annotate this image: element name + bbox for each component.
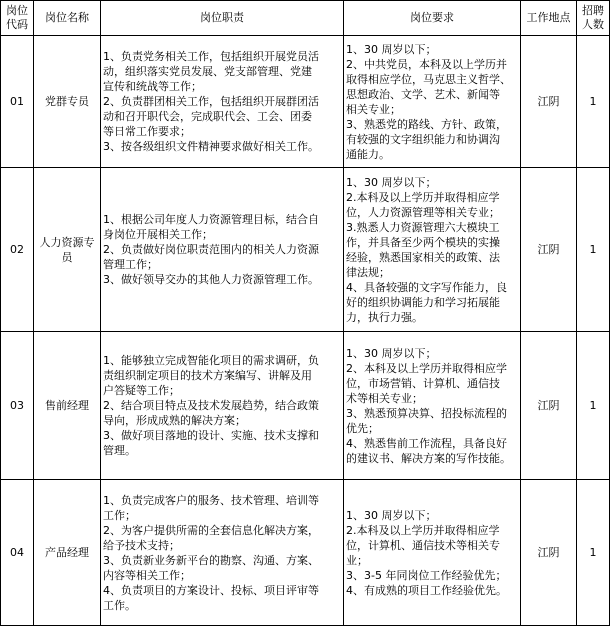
position-location: 江阴 [521,332,577,480]
position-count: 1 [577,168,610,332]
requirement-line: 3、熟悉预算决算、招投标流程的 [346,406,507,420]
requirement-line: 1、30 周岁以下； [346,346,437,360]
position-duties [101,36,344,168]
requirement-line: 术等相关专业； [346,391,423,405]
duty-line: 2、负责群团相关工作，包括组织开展群团活 [103,95,319,108]
duty-line: 身岗位开展相关工作； [103,228,213,241]
header-duties: 岗位职责 [101,1,344,36]
requirement-line: 4、有成熟的项目工作经验优先。 [346,583,507,597]
requirement-line: 1、30 周岁以下； [346,508,437,522]
requirement-line: 优先； [346,421,379,435]
table-row [1,480,610,626]
position-count: 1 [577,332,610,480]
requirement-line: 3、熟悉党的路线、方针、政策， [346,117,507,131]
header-row [1,1,610,36]
position-name: 售前经理 [34,332,101,480]
duty-line: 动和召开职代会，完成职代会、工会、团委 [103,110,312,123]
position-duties [101,480,344,626]
position-requirements [344,36,521,168]
header-count: 招聘人数 [577,1,610,36]
position-duties [101,332,344,480]
position-name: 人力资源专员 [34,168,101,332]
duty-line: 管理。 [103,444,136,457]
requirement-line: 业； [346,553,368,567]
duty-line: 等日常工作要求； [103,125,191,138]
position-code: 03 [1,332,34,480]
duty-line: 4、负责项目的方案设计、投标、项目评审等 [103,583,319,597]
duty-line: 内容等相关工作； [103,568,191,582]
requirement-line: 的建议书、解决方案的写作技能。 [346,451,511,465]
requirement-line: 思想政治、文学、艺术、新闻等 [346,87,500,101]
position-name: 产品经理 [34,480,101,626]
requirement-line: 4、熟悉售前工作流程，具备良好 [346,436,507,450]
requirement-line: 4、具备较强的文字写作能力，良 [346,280,507,294]
table-row [1,36,610,168]
requirement-line: 律法规； [346,265,390,279]
position-code: 04 [1,480,34,626]
requirement-line: 2.本科及以上学历并取得相应学 [346,523,500,537]
requirement-line: 好的组织协调能力和学习拓展能 [346,295,500,309]
position-code: 01 [1,36,34,168]
duty-line: 3、按各级组织文件精神要求做好相关工作。 [103,140,319,153]
duty-line: 2、为客户提供所需的全套信息化解决方案， [103,523,319,537]
duty-line: 2、负责做好岗位职责范围内的相关人力资源 [103,243,319,256]
header-name: 岗位名称 [34,1,101,36]
duty-line: 导向，形成成熟的解决方案； [103,414,246,427]
duty-line: 2、结合项目特点及技术发展趋势，结合政策 [103,399,319,412]
position-count: 1 [577,36,610,168]
duty-line: 1、能够独立完成智能化项目的需求调研，负 [103,354,319,367]
position-code: 02 [1,168,34,332]
table-row [1,332,610,480]
duty-line: 管理工作； [103,258,158,271]
requirement-line: 2、中共党员，本科及以上学历并 [346,57,507,71]
duty-line: 工作。 [103,598,136,612]
position-location: 江阴 [521,168,577,332]
requirement-line: 相关专业； [346,102,401,116]
requirement-line: 3、3-5 年同岗位工作经验优先； [346,568,507,582]
position-requirements [344,480,521,626]
duty-line: 1、根据公司年度人力资源管理目标，结合自 [103,213,319,226]
position-count: 1 [577,480,610,626]
duty-line: 3、负责新业务新平台的勘察、沟通、方案、 [103,553,319,567]
table-row [1,168,610,332]
position-name: 党群专员 [34,36,101,168]
requirement-line: 经验，熟悉国家相关的政策、法 [346,250,500,264]
position-location: 江阴 [521,480,577,626]
duty-line: 宣传和统战等工作； [103,80,202,93]
position-location: 江阴 [521,36,577,168]
duty-line: 责组织制定项目的技术方案编写、讲解及用 [103,369,312,382]
header-code: 岗位代码 [1,1,34,36]
requirement-line: 1、30 周岁以下； [346,175,437,189]
position-requirements [344,332,521,480]
requirement-line: 1、30 周岁以下； [346,42,437,56]
requirement-line: 位，市场营销、计算机、通信技 [346,376,500,390]
requirement-line: 3.熟悉人力资源管理六大模块工 [346,220,500,234]
position-requirements [344,168,521,332]
header-requirements: 岗位要求 [344,1,521,36]
duty-line: 1、负责党务相关工作，包括组织开展党员活 [103,50,319,63]
position-duties [101,168,344,332]
requirement-line: 有较强的文字组织能力和协调沟 [346,132,500,146]
duty-line: 3、做好项目落地的设计、实施、技术支撑和 [103,429,319,442]
requirement-line: 作，并具备至少两个模块的实操 [346,235,500,249]
requirement-line: 位，人力资源管理等相关专业； [346,205,500,219]
duty-line: 工作； [103,508,136,522]
requirement-line: 通能力。 [346,147,390,161]
requirement-line: 力，执行力强。 [346,310,423,324]
duty-line: 动，组织落实党员发展、党支部管理、党建 [103,65,312,78]
requirement-line: 2、本科及以上学历并取得相应学 [346,361,507,375]
duty-line: 户答疑等工作； [103,384,180,397]
duty-line: 给予技术支持； [103,538,180,552]
header-location: 工作地点 [521,1,577,36]
duty-line: 3、做好领导交办的其他人力资源管理工作。 [103,273,319,286]
requirement-line: 位，计算机、通信技术等相关专 [346,538,500,552]
duty-line: 1、负责完成客户的服务、技术管理、培训等 [103,493,319,507]
requirement-line: 2.本科及以上学历并取得相应学 [346,190,500,204]
requirement-line: 取得相应学位，马克思主义哲学、 [346,72,511,86]
